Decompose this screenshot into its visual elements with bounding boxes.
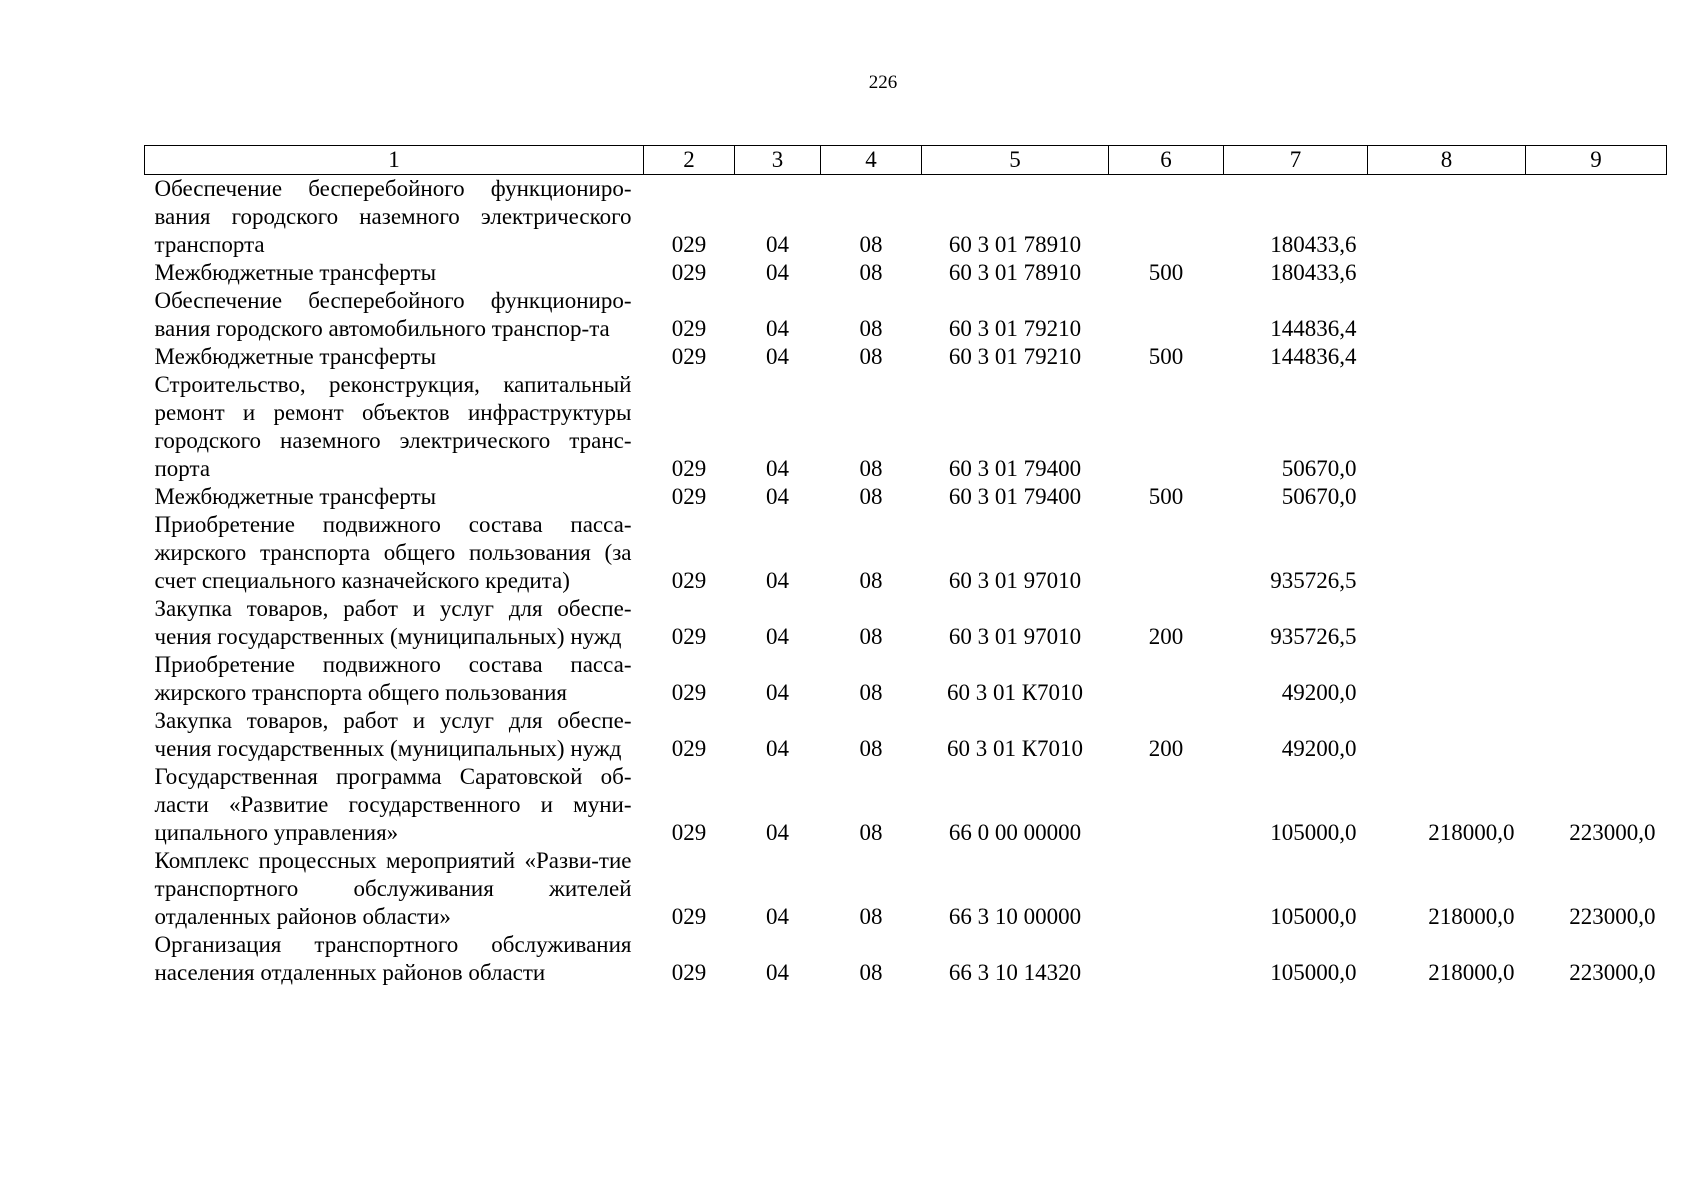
row-ministry-code: 029 [671, 568, 707, 593]
row-amount-col8 [1368, 595, 1526, 651]
table-row [145, 175, 1667, 260]
row-amount-col7: 49200,0 [1281, 736, 1357, 761]
header-col-7: 7 [1224, 146, 1368, 175]
row-description: Закупка товаров, работ и услуг для обеспе-чения государственных (муниципальных) нужд [154, 708, 632, 761]
row-amount-col7: 144836,4 [1270, 344, 1357, 369]
row-ministry-code: 029 [671, 820, 707, 845]
row-target-article: 60 3 01 79210 [948, 344, 1082, 369]
row-amount-col9 [1526, 287, 1667, 343]
row-ministry-code: 029 [671, 904, 707, 929]
row-target-article: 60 3 01 79210 [948, 316, 1082, 341]
row-description: Государственная программа Саратовской об-ласти «Развитие государственного и муни-ципального управления» [154, 764, 632, 845]
row-section-code: 04 [766, 680, 789, 705]
row-amount-col9 [1526, 483, 1667, 511]
row-ministry-code: 029 [671, 456, 707, 481]
row-amount-col9 [1526, 707, 1667, 763]
header-col-9: 9 [1526, 146, 1667, 175]
row-expense-type [1109, 371, 1224, 483]
row-amount-col8: 218000,0 [1428, 820, 1515, 845]
row-description: Строительство, реконструкция, капитальный ремонт и ремонт объектов инфраструктуры городского наземного электрического транс-порта [154, 372, 632, 481]
row-description: Обеспечение бесперебойного функциониро-вания городского автомобильного транспор-та [154, 288, 632, 341]
budget-table [144, 145, 1667, 987]
row-amount-col9 [1526, 651, 1667, 707]
header-col-1: 1 [145, 146, 644, 175]
row-amount-col7: 50670,0 [1281, 484, 1357, 509]
row-description: Организация транспортного обслуживания населения отдаленных районов области [154, 932, 632, 985]
row-subsection-code: 08 [859, 316, 883, 341]
row-target-article: 60 3 01 97010 [948, 624, 1082, 649]
table-row [145, 259, 1667, 287]
table-row [145, 707, 1667, 763]
row-amount-col7: 935726,5 [1270, 624, 1357, 649]
row-expense-type [1109, 287, 1224, 343]
row-amount-col8 [1368, 287, 1526, 343]
row-subsection-code: 08 [859, 624, 883, 649]
row-expense-type: 200 [1148, 624, 1184, 649]
row-subsection-code: 08 [859, 904, 883, 929]
row-expense-type [1109, 763, 1224, 847]
row-subsection-code: 08 [859, 456, 883, 481]
table-row [145, 287, 1667, 343]
row-description: Межбюджетные трансферты [154, 260, 437, 285]
row-section-code: 04 [766, 904, 789, 929]
row-expense-type [1109, 847, 1224, 931]
table-body [145, 175, 1667, 988]
row-target-article: 60 3 01 К7010 [946, 736, 1084, 761]
row-subsection-code: 08 [859, 736, 883, 761]
row-ministry-code: 029 [671, 680, 707, 705]
row-ministry-code: 029 [671, 484, 707, 509]
row-expense-type: 200 [1148, 736, 1184, 761]
row-section-code: 04 [766, 232, 789, 257]
row-amount-col8 [1368, 259, 1526, 287]
row-expense-type: 500 [1148, 260, 1184, 285]
header-col-5: 5 [922, 146, 1109, 175]
row-amount-col9: 223000,0 [1569, 820, 1656, 845]
row-target-article: 60 3 01 97010 [948, 568, 1082, 593]
row-ministry-code: 029 [671, 316, 707, 341]
row-ministry-code: 029 [671, 736, 707, 761]
row-amount-col8 [1368, 371, 1526, 483]
row-amount-col7: 180433,6 [1270, 232, 1357, 257]
table-row [145, 511, 1667, 595]
header-col-2: 2 [644, 146, 735, 175]
row-section-code: 04 [766, 456, 789, 481]
row-amount-col7: 144836,4 [1270, 316, 1357, 341]
table-row [145, 651, 1667, 707]
row-amount-col9 [1526, 259, 1667, 287]
table-row [145, 371, 1667, 483]
row-expense-type [1109, 931, 1224, 987]
row-section-code: 04 [766, 260, 789, 285]
header-col-6: 6 [1109, 146, 1224, 175]
table-row [145, 595, 1667, 651]
row-target-article: 60 3 01 К7010 [946, 680, 1084, 705]
row-subsection-code: 08 [859, 680, 883, 705]
row-ministry-code: 029 [671, 624, 707, 649]
row-description: Межбюджетные трансферты [154, 344, 437, 369]
row-description: Приобретение подвижного состава пасса-жирского транспорта общего пользования [154, 652, 632, 705]
table-header [145, 146, 1667, 175]
header-row [145, 146, 1667, 175]
row-amount-col7: 180433,6 [1270, 260, 1357, 285]
row-subsection-code: 08 [859, 820, 883, 845]
row-section-code: 04 [766, 624, 789, 649]
row-amount-col7: 935726,5 [1270, 568, 1357, 593]
row-amount-col8 [1368, 343, 1526, 371]
row-amount-col8 [1368, 483, 1526, 511]
header-col-3: 3 [735, 146, 821, 175]
row-description: Обеспечение бесперебойного функциониро-вания городского наземного электрического транспорта [154, 176, 632, 257]
row-amount-col7: 105000,0 [1270, 820, 1357, 845]
row-expense-type: 500 [1148, 484, 1184, 509]
row-amount-col8 [1368, 175, 1526, 260]
table-row [145, 763, 1667, 847]
row-ministry-code: 029 [671, 232, 707, 257]
row-amount-col7: 50670,0 [1281, 456, 1357, 481]
header-col-4: 4 [821, 146, 922, 175]
row-subsection-code: 08 [859, 568, 883, 593]
row-expense-type: 500 [1148, 344, 1184, 369]
row-target-article: 60 3 01 79400 [948, 484, 1082, 509]
row-ministry-code: 029 [671, 960, 707, 985]
row-amount-col8 [1368, 651, 1526, 707]
row-amount-col7: 105000,0 [1270, 904, 1357, 929]
row-subsection-code: 08 [859, 484, 883, 509]
row-target-article: 66 3 10 00000 [948, 904, 1082, 929]
row-subsection-code: 08 [859, 232, 883, 257]
row-expense-type [1109, 651, 1224, 707]
row-amount-col8 [1368, 707, 1526, 763]
row-section-code: 04 [766, 736, 789, 761]
row-amount-col9: 223000,0 [1569, 904, 1656, 929]
table-row [145, 931, 1667, 987]
row-target-article: 60 3 01 79400 [948, 456, 1082, 481]
row-amount-col9 [1526, 175, 1667, 260]
row-amount-col8 [1368, 511, 1526, 595]
row-target-article: 60 3 01 78910 [948, 232, 1082, 257]
row-amount-col7: 105000,0 [1270, 960, 1357, 985]
row-amount-col9 [1526, 511, 1667, 595]
row-expense-type [1109, 511, 1224, 595]
row-ministry-code: 029 [671, 344, 707, 369]
row-amount-col7: 49200,0 [1281, 680, 1357, 705]
page-number: 226 [868, 72, 898, 93]
table-row [145, 847, 1667, 931]
row-description: Комплекс процессных мероприятий «Разви-тие транспортного обслуживания жителей отдаленных районов области» [154, 848, 632, 929]
row-target-article: 60 3 01 78910 [948, 260, 1082, 285]
row-description: Приобретение подвижного состава пасса-жирского транспорта общего пользования (за счет специального казначейского кредита) [154, 512, 632, 593]
row-subsection-code: 08 [859, 344, 883, 369]
row-ministry-code: 029 [671, 260, 707, 285]
row-description: Межбюджетные трансферты [154, 484, 437, 509]
row-target-article: 66 0 00 00000 [948, 820, 1082, 845]
row-amount-col9: 223000,0 [1569, 960, 1656, 985]
row-amount-col9 [1526, 595, 1667, 651]
row-section-code: 04 [766, 344, 789, 369]
row-section-code: 04 [766, 316, 789, 341]
row-amount-col9 [1526, 343, 1667, 371]
row-subsection-code: 08 [859, 260, 883, 285]
row-section-code: 04 [766, 568, 789, 593]
table-row [145, 343, 1667, 371]
header-col-8: 8 [1368, 146, 1526, 175]
row-target-article: 66 3 10 14320 [948, 960, 1082, 985]
row-expense-type [1109, 175, 1224, 260]
row-subsection-code: 08 [859, 960, 883, 985]
row-amount-col9 [1526, 371, 1667, 483]
row-amount-col8: 218000,0 [1428, 960, 1515, 985]
row-section-code: 04 [766, 820, 789, 845]
row-description: Закупка товаров, работ и услуг для обеспе-чения государственных (муниципальных) нужд [154, 596, 632, 649]
row-section-code: 04 [766, 484, 789, 509]
row-section-code: 04 [766, 960, 789, 985]
row-amount-col8: 218000,0 [1428, 904, 1515, 929]
table-row [145, 483, 1667, 511]
